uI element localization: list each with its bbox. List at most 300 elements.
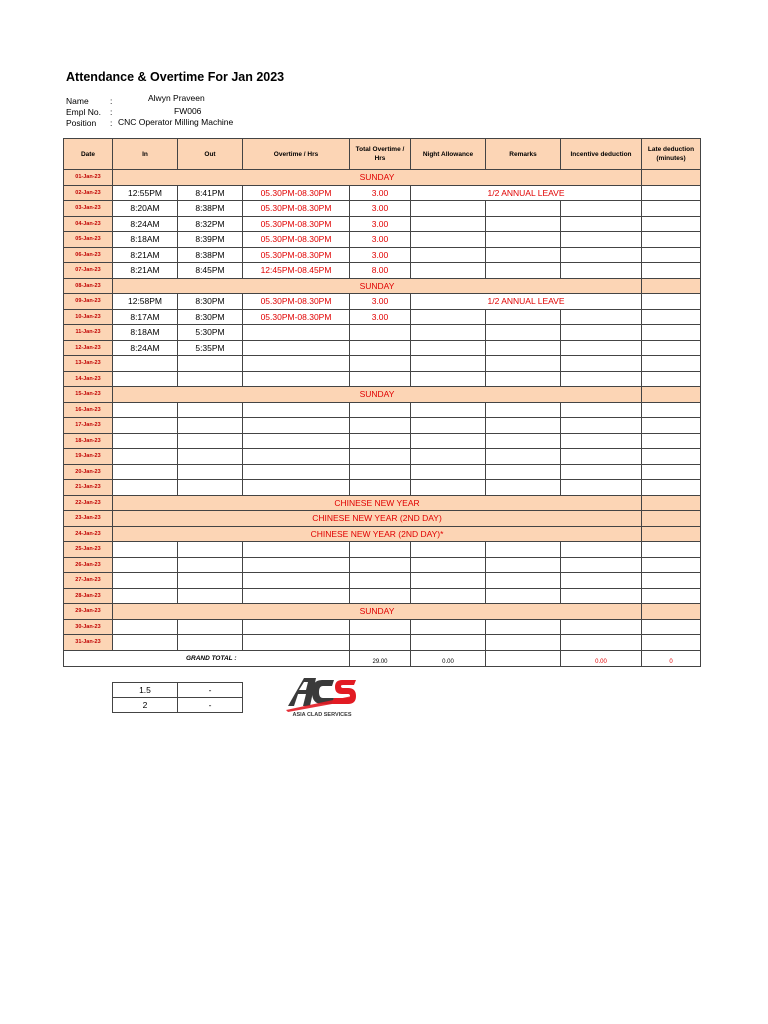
night-allowance-cell bbox=[411, 542, 486, 558]
total-overtime-cell bbox=[350, 542, 411, 558]
remarks-cell bbox=[486, 402, 561, 418]
header-row bbox=[64, 139, 701, 170]
overtime-cell: 05.30PM-08.30PM bbox=[243, 247, 350, 263]
rate-row bbox=[113, 698, 243, 713]
date-cell: 01-Jan-23 bbox=[64, 170, 113, 186]
total-overtime-cell bbox=[350, 635, 411, 651]
night-allowance-cell bbox=[411, 402, 486, 418]
header-late-deduction: Late deduction (minutes) bbox=[642, 139, 701, 170]
total-overtime-cell bbox=[350, 464, 411, 480]
date-cell: 28-Jan-23 bbox=[64, 588, 113, 604]
night-allowance-cell bbox=[411, 201, 486, 217]
header-remarks: Remarks bbox=[486, 139, 561, 170]
overtime-cell: 05.30PM-08.30PM bbox=[243, 309, 350, 325]
empl-no-label: Empl No. bbox=[66, 107, 101, 117]
late-deduction-cell bbox=[642, 263, 701, 279]
time-in-cell bbox=[113, 464, 178, 480]
date-cell: 27-Jan-23 bbox=[64, 573, 113, 589]
time-in-cell: 8:21AM bbox=[113, 263, 178, 279]
night-allowance-cell bbox=[411, 325, 486, 341]
holiday-band: CHINESE NEW YEAR bbox=[113, 495, 642, 511]
night-allowance-cell bbox=[411, 588, 486, 604]
date-cell: 03-Jan-23 bbox=[64, 201, 113, 217]
time-in-cell: 8:20AM bbox=[113, 201, 178, 217]
time-in-cell: 8:24AM bbox=[113, 216, 178, 232]
incentive-deduction-cell bbox=[561, 480, 642, 496]
total-overtime-cell bbox=[350, 325, 411, 341]
table-row bbox=[64, 635, 701, 651]
remarks-cell: 1/2 ANNUAL LEAVE bbox=[411, 294, 642, 310]
late-deduction-cell bbox=[642, 542, 701, 558]
svg-text:ASIA CLAD SERVICES: ASIA CLAD SERVICES bbox=[292, 712, 352, 718]
night-allowance-cell bbox=[411, 216, 486, 232]
incentive-deduction-cell bbox=[561, 247, 642, 263]
name-colon: : bbox=[110, 96, 113, 106]
date-cell: 15-Jan-23 bbox=[64, 387, 113, 403]
time-out-cell: 8:30PM bbox=[178, 309, 243, 325]
incentive-deduction-cell bbox=[561, 371, 642, 387]
late-deduction-cell bbox=[642, 635, 701, 651]
late-deduction-cell bbox=[642, 387, 701, 403]
incentive-deduction-cell bbox=[561, 263, 642, 279]
table-row bbox=[64, 573, 701, 589]
time-in-cell: 8:17AM bbox=[113, 309, 178, 325]
remarks-cell bbox=[486, 433, 561, 449]
table-row bbox=[64, 619, 701, 635]
date-cell: 10-Jan-23 bbox=[64, 309, 113, 325]
night-allowance-cell bbox=[411, 557, 486, 573]
late-deduction-cell bbox=[642, 356, 701, 372]
remarks-cell bbox=[486, 247, 561, 263]
time-out-cell bbox=[178, 371, 243, 387]
time-out-cell bbox=[178, 402, 243, 418]
total-overtime-cell bbox=[350, 588, 411, 604]
grand-total-late: 0 bbox=[642, 650, 701, 666]
late-deduction-cell bbox=[642, 185, 701, 201]
date-cell: 17-Jan-23 bbox=[64, 418, 113, 434]
date-cell: 31-Jan-23 bbox=[64, 635, 113, 651]
late-deduction-cell bbox=[642, 201, 701, 217]
time-in-cell: 12:58PM bbox=[113, 294, 178, 310]
remarks-cell: 1/2 ANNUAL LEAVE bbox=[411, 185, 642, 201]
holiday-band: CHINESE NEW YEAR (2ND DAY)* bbox=[113, 526, 642, 542]
acs-logo-mark bbox=[282, 672, 362, 718]
date-cell: 02-Jan-23 bbox=[64, 185, 113, 201]
table-row bbox=[64, 356, 701, 372]
incentive-deduction-cell bbox=[561, 418, 642, 434]
total-overtime-cell bbox=[350, 340, 411, 356]
table-row bbox=[64, 542, 701, 558]
total-overtime-cell: 3.00 bbox=[350, 247, 411, 263]
table-row bbox=[64, 278, 701, 294]
late-deduction-cell bbox=[642, 402, 701, 418]
night-allowance-cell bbox=[411, 247, 486, 263]
time-out-cell: 8:39PM bbox=[178, 232, 243, 248]
late-deduction-cell bbox=[642, 232, 701, 248]
date-cell: 22-Jan-23 bbox=[64, 495, 113, 511]
total-overtime-cell bbox=[350, 449, 411, 465]
time-out-cell bbox=[178, 573, 243, 589]
time-in-cell bbox=[113, 480, 178, 496]
date-cell: 14-Jan-23 bbox=[64, 371, 113, 387]
total-overtime-cell: 3.00 bbox=[350, 185, 411, 201]
table-row bbox=[64, 495, 701, 511]
time-out-cell: 5:30PM bbox=[178, 325, 243, 341]
company-logo bbox=[282, 672, 362, 718]
date-cell: 23-Jan-23 bbox=[64, 511, 113, 527]
incentive-deduction-cell bbox=[561, 635, 642, 651]
time-in-cell bbox=[113, 449, 178, 465]
incentive-deduction-cell bbox=[561, 232, 642, 248]
time-in-cell bbox=[113, 588, 178, 604]
night-allowance-cell bbox=[411, 356, 486, 372]
overtime-cell: 05.30PM-08.30PM bbox=[243, 201, 350, 217]
late-deduction-cell bbox=[642, 247, 701, 263]
night-allowance-cell bbox=[411, 480, 486, 496]
holiday-band: SUNDAY bbox=[113, 278, 642, 294]
date-cell: 16-Jan-23 bbox=[64, 402, 113, 418]
position-colon: : bbox=[110, 118, 113, 128]
late-deduction-cell bbox=[642, 371, 701, 387]
employee-name: Alwyn Praveen bbox=[148, 93, 205, 103]
late-deduction-cell bbox=[642, 294, 701, 310]
table-row bbox=[64, 387, 701, 403]
employee-position: CNC Operator Milling Machine bbox=[118, 117, 234, 127]
table-row bbox=[64, 371, 701, 387]
rate-row bbox=[113, 683, 243, 698]
date-cell: 21-Jan-23 bbox=[64, 480, 113, 496]
table-row bbox=[64, 216, 701, 232]
remarks-cell bbox=[486, 464, 561, 480]
overtime-cell bbox=[243, 340, 350, 356]
date-cell: 11-Jan-23 bbox=[64, 325, 113, 341]
total-overtime-cell bbox=[350, 356, 411, 372]
remarks-cell bbox=[486, 449, 561, 465]
late-deduction-cell bbox=[642, 604, 701, 620]
remarks-cell bbox=[486, 371, 561, 387]
night-allowance-cell bbox=[411, 464, 486, 480]
total-overtime-cell bbox=[350, 433, 411, 449]
grand-total-label: GRAND TOTAL : bbox=[64, 650, 243, 666]
overtime-cell: 05.30PM-08.30PM bbox=[243, 185, 350, 201]
date-cell: 04-Jan-23 bbox=[64, 216, 113, 232]
remarks-cell bbox=[486, 619, 561, 635]
time-out-cell: 8:41PM bbox=[178, 185, 243, 201]
name-label: Name bbox=[66, 96, 89, 106]
table-row bbox=[64, 340, 701, 356]
attendance-table bbox=[63, 138, 701, 667]
grand-total-incentive: 0.00 bbox=[561, 650, 642, 666]
rate-multiplier: 1.5 bbox=[113, 683, 178, 698]
time-out-cell bbox=[178, 619, 243, 635]
date-cell: 09-Jan-23 bbox=[64, 294, 113, 310]
date-cell: 19-Jan-23 bbox=[64, 449, 113, 465]
incentive-deduction-cell bbox=[561, 433, 642, 449]
overtime-cell bbox=[243, 464, 350, 480]
late-deduction-cell bbox=[642, 449, 701, 465]
date-cell: 07-Jan-23 bbox=[64, 263, 113, 279]
holiday-band: SUNDAY bbox=[113, 387, 642, 403]
remarks-cell bbox=[486, 216, 561, 232]
remarks-cell bbox=[486, 325, 561, 341]
night-allowance-cell bbox=[411, 371, 486, 387]
date-cell: 18-Jan-23 bbox=[64, 433, 113, 449]
table-row bbox=[64, 263, 701, 279]
total-overtime-cell: 3.00 bbox=[350, 309, 411, 325]
header-out: Out bbox=[178, 139, 243, 170]
total-overtime-cell: 3.00 bbox=[350, 216, 411, 232]
rate-multiplier: 2 bbox=[113, 698, 178, 713]
time-out-cell: 8:45PM bbox=[178, 263, 243, 279]
late-deduction-cell bbox=[642, 573, 701, 589]
table-row bbox=[64, 170, 701, 186]
remarks-cell bbox=[486, 232, 561, 248]
table-row bbox=[64, 402, 701, 418]
overtime-cell bbox=[243, 449, 350, 465]
table-row bbox=[64, 185, 701, 201]
remarks-cell bbox=[486, 356, 561, 372]
night-allowance-cell bbox=[411, 635, 486, 651]
header-night-allowance: Night Allowance bbox=[411, 139, 486, 170]
holiday-band: CHINESE NEW YEAR (2ND DAY) bbox=[113, 511, 642, 527]
night-allowance-cell bbox=[411, 340, 486, 356]
holiday-band: SUNDAY bbox=[113, 170, 642, 186]
remarks-cell bbox=[486, 588, 561, 604]
header-in: In bbox=[113, 139, 178, 170]
overtime-cell: 05.30PM-08.30PM bbox=[243, 216, 350, 232]
time-out-cell: 8:38PM bbox=[178, 201, 243, 217]
overtime-cell bbox=[243, 433, 350, 449]
incentive-deduction-cell bbox=[561, 557, 642, 573]
date-cell: 13-Jan-23 bbox=[64, 356, 113, 372]
time-in-cell bbox=[113, 418, 178, 434]
overtime-cell bbox=[243, 619, 350, 635]
remarks-cell bbox=[486, 557, 561, 573]
table-row bbox=[64, 480, 701, 496]
incentive-deduction-cell bbox=[561, 325, 642, 341]
time-in-cell: 8:24AM bbox=[113, 340, 178, 356]
incentive-deduction-cell bbox=[561, 309, 642, 325]
table-row bbox=[64, 418, 701, 434]
total-overtime-cell: 3.00 bbox=[350, 201, 411, 217]
remarks-cell bbox=[486, 635, 561, 651]
night-allowance-cell bbox=[411, 418, 486, 434]
late-deduction-cell bbox=[642, 340, 701, 356]
total-overtime-cell bbox=[350, 371, 411, 387]
overtime-cell bbox=[243, 635, 350, 651]
time-in-cell: 12:55PM bbox=[113, 185, 178, 201]
time-out-cell bbox=[178, 480, 243, 496]
header-total-overtime: Total Overtime / Hrs bbox=[350, 139, 411, 170]
late-deduction-cell bbox=[642, 588, 701, 604]
empl-no-colon: : bbox=[110, 107, 113, 117]
time-out-cell: 8:32PM bbox=[178, 216, 243, 232]
overtime-cell: 05.30PM-08.30PM bbox=[243, 232, 350, 248]
night-allowance-cell bbox=[411, 433, 486, 449]
time-out-cell bbox=[178, 542, 243, 558]
rate-value: - bbox=[178, 683, 243, 698]
late-deduction-cell bbox=[642, 557, 701, 573]
header-incentive-deduction: Incentive deduction bbox=[561, 139, 642, 170]
night-allowance-cell bbox=[411, 449, 486, 465]
table-row bbox=[64, 433, 701, 449]
table-row bbox=[64, 309, 701, 325]
total-overtime-cell bbox=[350, 573, 411, 589]
attendance-body bbox=[64, 170, 701, 651]
time-out-cell bbox=[178, 557, 243, 573]
time-in-cell bbox=[113, 619, 178, 635]
incentive-deduction-cell bbox=[561, 464, 642, 480]
incentive-deduction-cell bbox=[561, 588, 642, 604]
late-deduction-cell bbox=[642, 309, 701, 325]
position-label: Position bbox=[66, 118, 97, 128]
table-row bbox=[64, 294, 701, 310]
late-deduction-cell bbox=[642, 433, 701, 449]
incentive-deduction-cell bbox=[561, 340, 642, 356]
date-cell: 26-Jan-23 bbox=[64, 557, 113, 573]
overtime-cell: 05.30PM-08.30PM bbox=[243, 294, 350, 310]
grand-total-remarks bbox=[486, 650, 561, 666]
remarks-cell bbox=[486, 480, 561, 496]
date-cell: 06-Jan-23 bbox=[64, 247, 113, 263]
remarks-cell bbox=[486, 263, 561, 279]
date-cell: 24-Jan-23 bbox=[64, 526, 113, 542]
overtime-cell bbox=[243, 371, 350, 387]
time-in-cell bbox=[113, 402, 178, 418]
total-overtime-cell bbox=[350, 402, 411, 418]
late-deduction-cell bbox=[642, 325, 701, 341]
incentive-deduction-cell bbox=[561, 542, 642, 558]
total-overtime-cell: 3.00 bbox=[350, 232, 411, 248]
table-row bbox=[64, 557, 701, 573]
incentive-deduction-cell bbox=[561, 573, 642, 589]
grand-total-row bbox=[64, 650, 701, 666]
night-allowance-cell bbox=[411, 232, 486, 248]
time-out-cell bbox=[178, 464, 243, 480]
time-out-cell: 8:38PM bbox=[178, 247, 243, 263]
late-deduction-cell bbox=[642, 464, 701, 480]
remarks-cell bbox=[486, 573, 561, 589]
total-overtime-cell: 8.00 bbox=[350, 263, 411, 279]
holiday-band: SUNDAY bbox=[113, 604, 642, 620]
overtime-cell bbox=[243, 573, 350, 589]
date-cell: 20-Jan-23 bbox=[64, 464, 113, 480]
remarks-cell bbox=[486, 309, 561, 325]
total-overtime-cell bbox=[350, 480, 411, 496]
rate-table bbox=[112, 682, 243, 713]
time-out-cell bbox=[178, 588, 243, 604]
overtime-cell bbox=[243, 480, 350, 496]
late-deduction-cell bbox=[642, 619, 701, 635]
time-out-cell bbox=[178, 449, 243, 465]
late-deduction-cell bbox=[642, 480, 701, 496]
time-in-cell bbox=[113, 371, 178, 387]
time-out-cell bbox=[178, 418, 243, 434]
time-in-cell bbox=[113, 433, 178, 449]
late-deduction-cell bbox=[642, 511, 701, 527]
incentive-deduction-cell bbox=[561, 449, 642, 465]
grand-total-overtime: 29.00 bbox=[350, 650, 411, 666]
time-in-cell: 8:18AM bbox=[113, 325, 178, 341]
overtime-cell bbox=[243, 418, 350, 434]
overtime-cell bbox=[243, 356, 350, 372]
date-cell: 30-Jan-23 bbox=[64, 619, 113, 635]
date-cell: 08-Jan-23 bbox=[64, 278, 113, 294]
table-row bbox=[64, 604, 701, 620]
date-cell: 05-Jan-23 bbox=[64, 232, 113, 248]
total-overtime-cell bbox=[350, 557, 411, 573]
table-row bbox=[64, 449, 701, 465]
time-out-cell bbox=[178, 433, 243, 449]
overtime-cell bbox=[243, 402, 350, 418]
night-allowance-cell bbox=[411, 263, 486, 279]
grand-total-overtime-blank bbox=[243, 650, 350, 666]
time-out-cell bbox=[178, 356, 243, 372]
time-in-cell: 8:18AM bbox=[113, 232, 178, 248]
overtime-cell: 12:45PM-08.45PM bbox=[243, 263, 350, 279]
incentive-deduction-cell bbox=[561, 619, 642, 635]
table-row bbox=[64, 325, 701, 341]
date-cell: 25-Jan-23 bbox=[64, 542, 113, 558]
incentive-deduction-cell bbox=[561, 402, 642, 418]
table-row bbox=[64, 232, 701, 248]
time-in-cell bbox=[113, 635, 178, 651]
total-overtime-cell bbox=[350, 418, 411, 434]
time-in-cell bbox=[113, 356, 178, 372]
late-deduction-cell bbox=[642, 418, 701, 434]
remarks-cell bbox=[486, 542, 561, 558]
table-row bbox=[64, 588, 701, 604]
rate-value: - bbox=[178, 698, 243, 713]
time-in-cell bbox=[113, 557, 178, 573]
table-row bbox=[64, 247, 701, 263]
time-in-cell bbox=[113, 542, 178, 558]
header-date: Date bbox=[64, 139, 113, 170]
employee-info bbox=[66, 93, 366, 132]
late-deduction-cell bbox=[642, 216, 701, 232]
overtime-cell bbox=[243, 557, 350, 573]
employee-number: FW006 bbox=[174, 106, 202, 116]
night-allowance-cell bbox=[411, 309, 486, 325]
table-row bbox=[64, 201, 701, 217]
grand-total-night: 0.00 bbox=[411, 650, 486, 666]
header-overtime: Overtime / Hrs bbox=[243, 139, 350, 170]
table-row bbox=[64, 526, 701, 542]
date-cell: 29-Jan-23 bbox=[64, 604, 113, 620]
late-deduction-cell bbox=[642, 526, 701, 542]
page-title: Attendance & Overtime For Jan 2023 bbox=[66, 70, 285, 84]
time-in-cell bbox=[113, 573, 178, 589]
remarks-cell bbox=[486, 201, 561, 217]
time-in-cell: 8:21AM bbox=[113, 247, 178, 263]
incentive-deduction-cell bbox=[561, 216, 642, 232]
table-row bbox=[64, 464, 701, 480]
incentive-deduction-cell bbox=[561, 201, 642, 217]
overtime-cell bbox=[243, 325, 350, 341]
remarks-cell bbox=[486, 418, 561, 434]
late-deduction-cell bbox=[642, 495, 701, 511]
late-deduction-cell bbox=[642, 278, 701, 294]
night-allowance-cell bbox=[411, 619, 486, 635]
time-out-cell: 5:35PM bbox=[178, 340, 243, 356]
remarks-cell bbox=[486, 340, 561, 356]
total-overtime-cell: 3.00 bbox=[350, 294, 411, 310]
time-out-cell bbox=[178, 635, 243, 651]
total-overtime-cell bbox=[350, 619, 411, 635]
date-cell: 12-Jan-23 bbox=[64, 340, 113, 356]
late-deduction-cell bbox=[642, 170, 701, 186]
time-out-cell: 8:30PM bbox=[178, 294, 243, 310]
